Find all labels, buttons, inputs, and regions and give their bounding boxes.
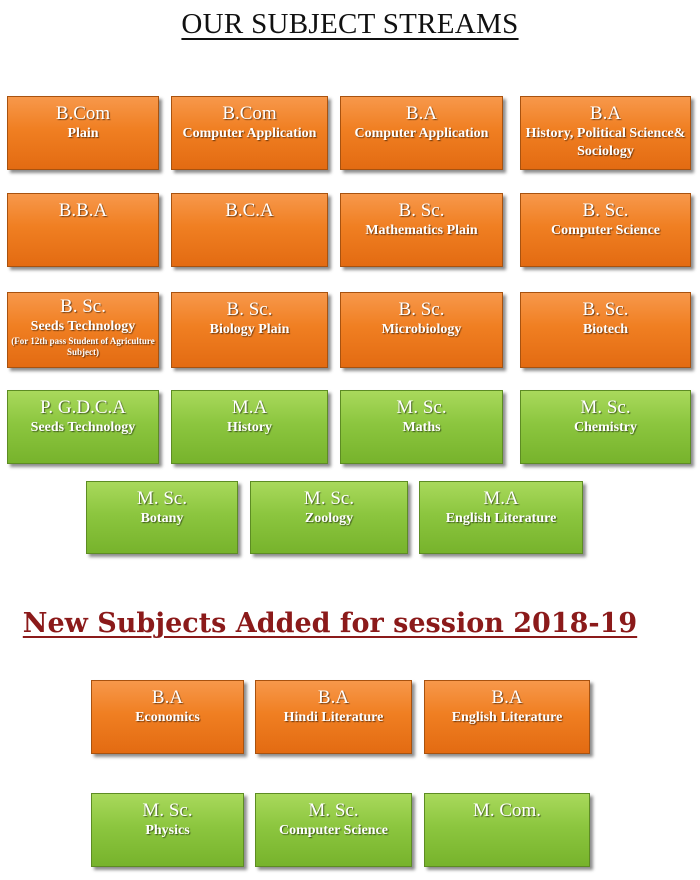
subject-degree: B. Sc. xyxy=(398,200,445,221)
subject-name: Chemistry xyxy=(574,420,637,435)
subject-degree: P. G.D.C.A xyxy=(39,397,127,418)
subject-name: Microbiology xyxy=(381,322,462,337)
subject-name: Maths xyxy=(402,420,441,435)
subject-degree: B. Sc. xyxy=(60,296,106,317)
subject-degree: B. Sc. xyxy=(398,299,445,320)
subject-card xyxy=(520,96,691,170)
subject-card xyxy=(520,193,691,267)
subject-degree: B.A xyxy=(151,687,184,708)
subject-name: Biology Plain xyxy=(209,322,290,337)
subject-card xyxy=(171,292,328,368)
subject-degree: B. Sc. xyxy=(226,299,273,320)
subject-card xyxy=(340,292,503,368)
subject-degree: M. Com. xyxy=(472,800,542,821)
subject-degree: B.Com xyxy=(222,103,277,124)
subject-card xyxy=(340,390,503,464)
subject-degree: M. Sc. xyxy=(142,800,193,821)
subject-name: History xyxy=(226,420,273,435)
subject-degree: B.A xyxy=(589,103,622,124)
new-subjects-heading: New Subjects Added for session 2018-19 xyxy=(22,608,638,639)
subject-name: Seeds Technology xyxy=(30,319,136,334)
subject-degree: B. Sc. xyxy=(582,200,629,221)
subject-name: Computer Science xyxy=(551,223,660,238)
subject-degree: M. Sc. xyxy=(580,397,631,418)
subject-card xyxy=(171,193,328,267)
subject-name: Computer Application xyxy=(354,126,489,141)
subject-degree: M. Sc. xyxy=(396,397,447,418)
subject-card xyxy=(86,481,238,554)
subject-card xyxy=(7,390,159,464)
subject-name: English Literature xyxy=(451,710,563,725)
subject-card xyxy=(171,390,328,464)
subject-card xyxy=(250,481,408,554)
subject-card xyxy=(340,96,503,170)
subject-card xyxy=(419,481,583,554)
subject-degree: B. Sc. xyxy=(582,299,629,320)
subject-name: Mathematics Plain xyxy=(365,223,478,238)
subject-degree: B.C.A xyxy=(225,200,274,221)
subject-card xyxy=(340,193,503,267)
subject-card xyxy=(7,193,159,267)
subject-name: English Literature xyxy=(445,511,557,526)
subject-degree: B.A xyxy=(317,687,350,708)
subject-note: (For 12th pass Student of Agriculture Subject) xyxy=(11,336,155,357)
subject-name: Botany xyxy=(140,511,184,526)
subject-name: Computer Application xyxy=(182,126,317,141)
subject-degree: M.A xyxy=(483,488,519,509)
subject-degree: B.Com xyxy=(55,103,111,124)
subject-card xyxy=(255,680,412,754)
subject-degree: M. Sc. xyxy=(303,488,355,509)
subject-name: History, Political Science& Sociology xyxy=(525,126,686,159)
subject-card xyxy=(171,96,328,170)
subject-name: Biotech xyxy=(582,322,629,337)
subject-degree: B.A xyxy=(491,687,523,708)
subject-name: Zoology xyxy=(304,511,354,526)
subject-degree: B.A xyxy=(405,103,438,124)
subject-card xyxy=(91,680,244,754)
subject-degree: B.B.A xyxy=(58,200,108,221)
subject-name: Plain xyxy=(67,126,99,141)
subject-card xyxy=(520,292,691,368)
subject-degree: M.A xyxy=(231,397,268,418)
subject-card xyxy=(520,390,691,464)
subject-card xyxy=(255,793,412,867)
subject-name: Economics xyxy=(135,710,200,725)
subject-card xyxy=(424,793,590,867)
subject-card xyxy=(91,793,244,867)
page-title: OUR SUBJECT STREAMS xyxy=(181,8,519,40)
subject-name: Computer Science xyxy=(279,823,388,838)
subject-name: Seeds Technology xyxy=(30,420,136,435)
subject-degree: M. Sc. xyxy=(308,800,359,821)
subject-card xyxy=(7,96,159,170)
subject-name: Physics xyxy=(145,823,190,838)
subject-name: Hindi Literature xyxy=(283,710,384,725)
subject-card xyxy=(7,292,159,368)
subject-degree: M. Sc. xyxy=(136,488,188,509)
subject-card xyxy=(424,680,590,754)
